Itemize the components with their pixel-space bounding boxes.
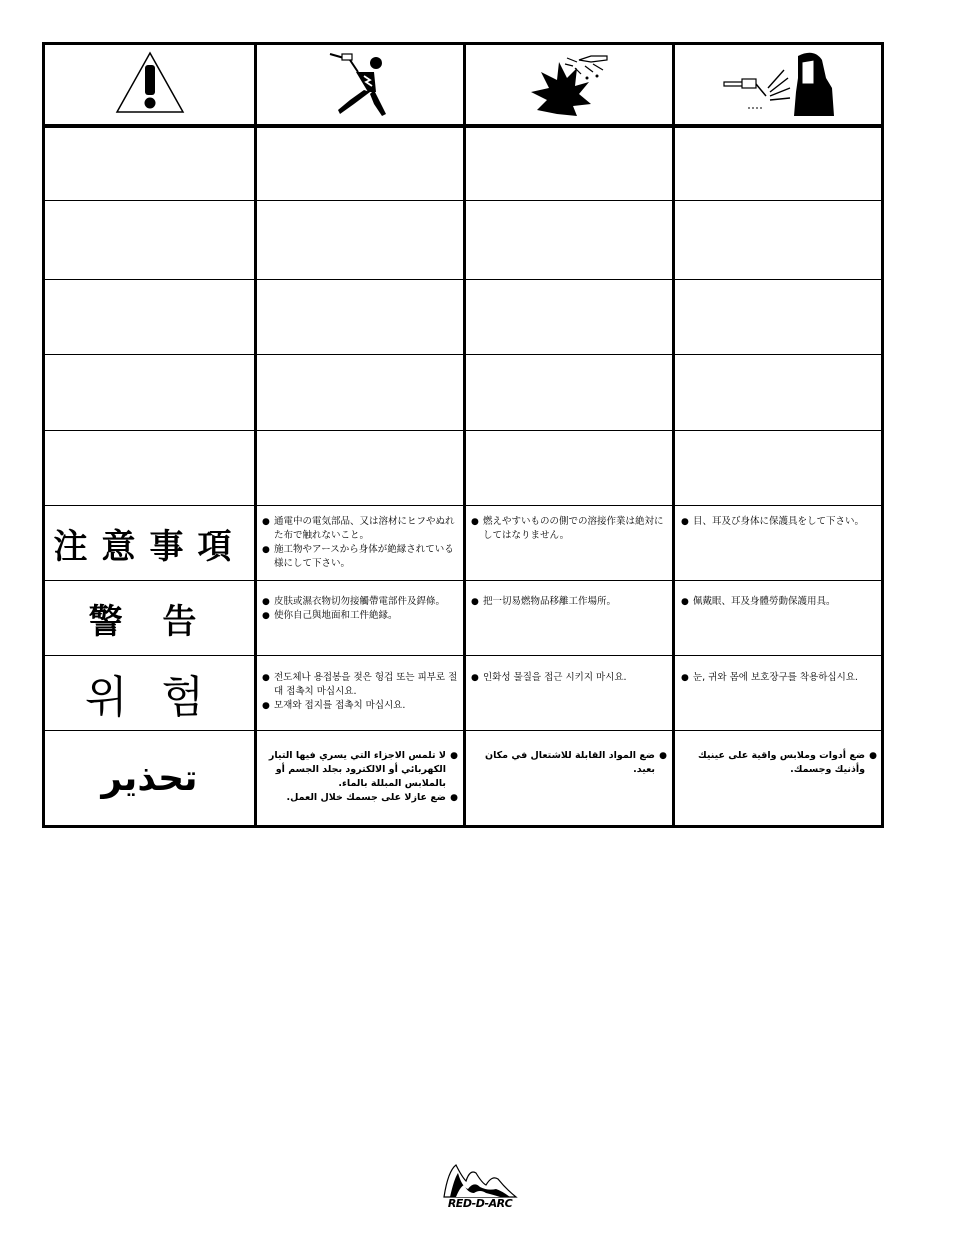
- red-d-arc-logo: [440, 1161, 520, 1211]
- arc-rays-cell: [675, 45, 884, 124]
- bullet-text: ● ضع المواد القابلة للاشتعال في مكان بعيد.: [471, 749, 667, 777]
- bullet-text: ● لا تلمس الاجزاء التي يسري فيها التيار الكهربائي أو الالكترود بجلد الجسم أو بالملابس المبللة بالماء.: [262, 749, 458, 791]
- arc-rays-face-shield-icon: [722, 48, 838, 122]
- cell-ko-electric-shock: [262, 671, 458, 713]
- bullet-text: ● 把一切易燃物品移離工作場所。: [471, 595, 667, 609]
- bullet-text: ● 目、耳及び身体に保護具をして下さい。: [681, 515, 877, 529]
- row-label-chinese: 警 告: [88, 601, 211, 642]
- fire-explosion-icon: [527, 48, 611, 122]
- bullet-text: ● 通電中の電気部品、又は溶材にヒフやぬれた布で触れないこと。: [262, 515, 458, 543]
- exclamation-triangle-icon: [114, 50, 186, 120]
- cell-ar-arc-rays: [681, 749, 877, 777]
- cell-ja-fire: [471, 515, 667, 543]
- bullet-text: ● ضع عازلا على جسمك خلال العمل.: [262, 791, 458, 805]
- bullet-text: ● 使你自己與地面和工件絶縁。: [262, 609, 458, 623]
- row-label-japanese: 注意事項: [53, 526, 246, 567]
- cell-zh-arc-rays: [681, 595, 877, 609]
- electric-shock-cell: [257, 45, 463, 124]
- logo-flame-icon: [440, 1161, 520, 1199]
- row-label-arabic: تحذير: [101, 757, 198, 799]
- fire-explosion-cell: [466, 45, 672, 124]
- cell-ko-arc-rays: [681, 671, 877, 685]
- bullet-text: ● 佩戴眼、耳及身體勞動保護用具。: [681, 595, 877, 609]
- cell-ar-fire: [471, 749, 667, 777]
- cell-ko-fire: [471, 671, 667, 685]
- bullet-text: ● 전도체나 용접봉을 젖은 헝겁 또는 피부로 절대 접촉치 마십시요.: [262, 671, 458, 699]
- bullet-text: ● 燃えやすいものの側での溶接作業は絶対にしてはなりません。: [471, 515, 667, 543]
- bullet-text: ● ضع أدوات وملابس واقية على عينيك وأذنيك وجسمك.: [681, 749, 877, 777]
- safety-warning-table: [42, 42, 884, 828]
- bullet-text: ● 모재와 접지를 접촉치 마십시요.: [262, 699, 458, 713]
- bullet-text: ● 施工物やアースから身体が絶縁されている様にして下さい。: [262, 543, 458, 571]
- cell-ja-arc-rays: [681, 515, 877, 529]
- bullet-text: ● 皮肤或濕衣物切勿接觸帶電部件及銲條。: [262, 595, 458, 609]
- cell-ar-electric-shock: [262, 749, 458, 805]
- bullet-text: ● 인화성 물질을 접근 시키지 마시요.: [471, 671, 667, 685]
- cell-zh-electric-shock: [262, 595, 458, 623]
- electric-shock-icon: [324, 48, 396, 122]
- cell-ja-electric-shock: [262, 515, 458, 571]
- cell-zh-fire: [471, 595, 667, 609]
- logo-text: RED-D-ARC: [447, 1197, 513, 1210]
- general-warning-cell: [45, 45, 254, 124]
- bullet-text: ● 눈, 귀와 몸에 보호장구를 착용하십시요.: [681, 671, 877, 685]
- row-label-korean: 위 험: [85, 672, 214, 723]
